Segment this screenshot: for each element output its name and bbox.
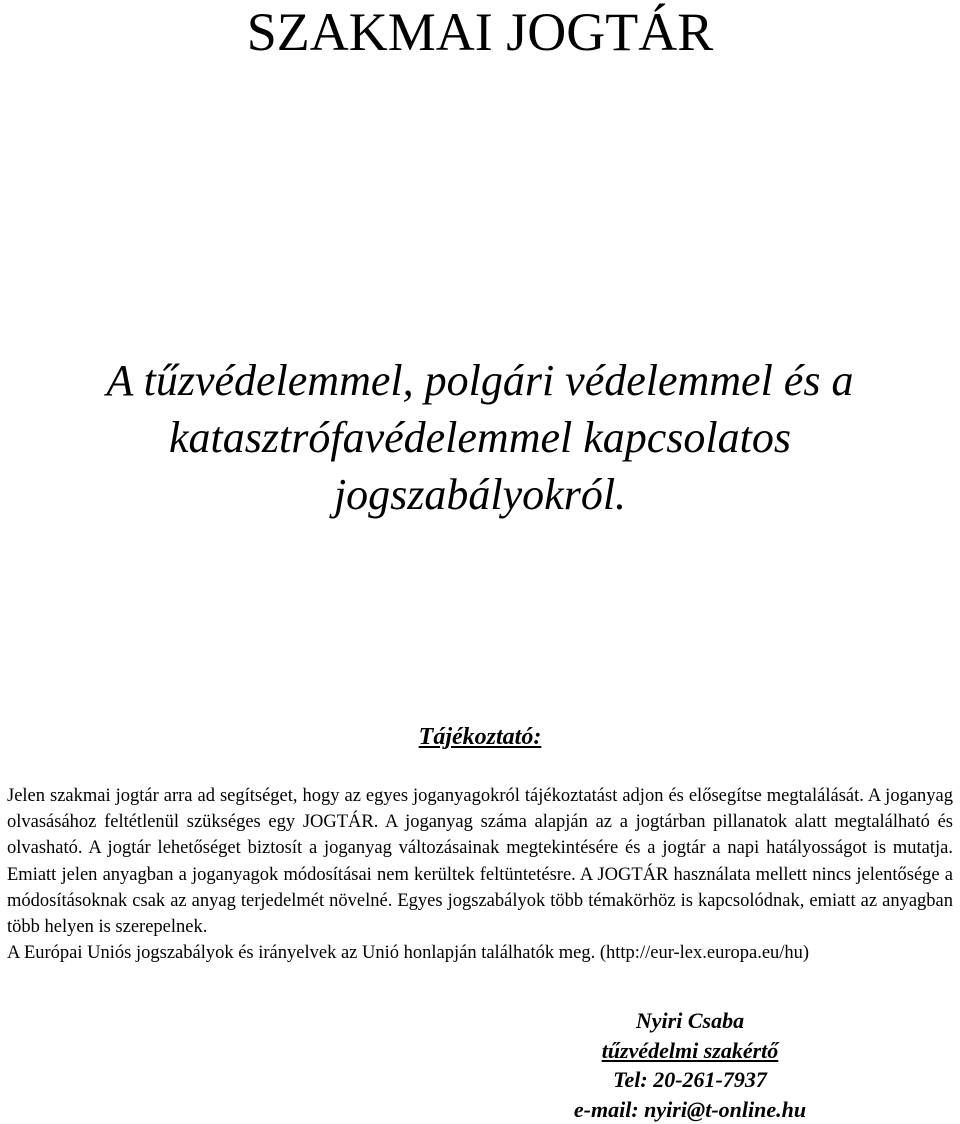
signature-name: Nyiri Csaba [480, 1006, 900, 1036]
subtitle-line-1: A tűzvédelemmel, polgári védelemmel és a [20, 352, 940, 409]
info-paragraph: Jelen szakmai jogtár arra ad segítséget, hogy az egyes joganyagokról tájékoztatást adjon és elősegítse megtalálását. A joganyag olvasásához feltétlenül szükséges egy JOGTÁR. A joganyag száma alapján az a jogtárban pillanatok alatt megtalálható és olvasható. A jogtár lehetőséget biztosít a joganyag változásainak megtekintésére és a jogtár a napi hatályosságot is mutatja. Emiatt jelen anyagban a joganyagok módosításai nem kerültek feltüntetésre. A JOGTÁR használata mellett nincs jelentősége a módosításoknak csak az anyag terjedelmét növelné. Egyes jogszabályok több témakörhöz is kapcsolódnak, emiatt az anyagban több helyen is szerepelnek. [7, 783, 953, 940]
info-heading: Tájékoztató: [0, 722, 960, 752]
signature-block [480, 1006, 900, 1124]
subtitle-line-2: katasztrófavédelemmel kapcsolatos [20, 409, 940, 466]
subtitle-line-3: jogszabályokról. [20, 466, 940, 523]
eu-note: A Európai Uniós jogszabályok és irányelvek az Unió honlapján találhatók meg. (http://eur-lex.europa.eu/hu) [7, 940, 953, 966]
document-title: SZAKMAI JOGTÁR [0, 2, 960, 62]
signature-phone: Tel: 20-261-7937 [480, 1065, 900, 1095]
signature-email: e-mail: nyiri@t-online.hu [480, 1095, 900, 1124]
document-subtitle [20, 352, 940, 523]
signature-role: tűzvédelmi szakértő [480, 1036, 900, 1066]
info-section [7, 783, 953, 966]
